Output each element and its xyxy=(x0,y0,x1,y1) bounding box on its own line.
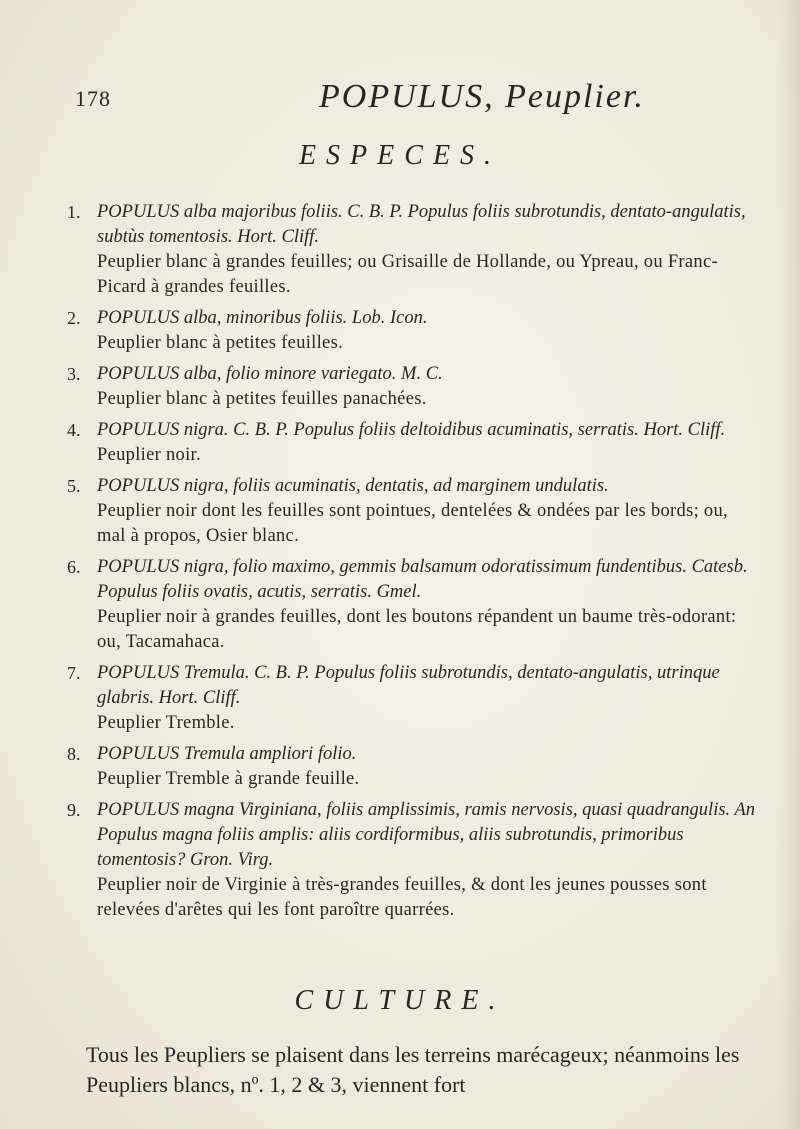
species-list xyxy=(67,200,757,929)
page-number: 178 xyxy=(75,86,111,111)
entry-number: 9. xyxy=(67,800,81,820)
latin-name: POPULUS alba, minoribus foliis. Lob. Icon. xyxy=(97,308,428,328)
entry-number: 8. xyxy=(67,744,81,764)
entry-number: 4. xyxy=(67,420,81,440)
latin-name: POPULUS nigra, foliis acuminatis, dentatis, ad marginem undulatis. xyxy=(97,476,609,496)
species-entry xyxy=(67,418,757,468)
species-entry xyxy=(67,555,757,655)
latin-name: POPULUS nigra. C. B. P. Populus foliis deltoidibus acuminatis, serratis. Hort. Cliff. xyxy=(97,420,726,440)
section-title-especes: ESPECES. xyxy=(298,140,502,171)
french-name: Peuplier noir dont les feuilles sont pointues, dentelées & ondées par les bords; ou, mal à propos, Osier blanc. xyxy=(97,501,728,546)
entry-number: 5. xyxy=(67,476,81,496)
entry-number: 3. xyxy=(67,364,81,384)
species-entry xyxy=(67,306,757,356)
running-title: POPULUS, Peuplier. xyxy=(319,78,645,115)
culture-paragraph: Tous les Peupliers se plaisent dans les terreins marécageux; néanmoins les Peupliers blancs, nº. 1, 2 & 3, viennent fort xyxy=(86,1042,740,1097)
species-entry xyxy=(67,474,757,549)
species-entry xyxy=(67,362,757,412)
latin-name: POPULUS nigra, folio maximo, gemmis balsamum odoratissimum fundentibus. Catesb. Populus foliis ovatis, acutis, serratis. Gmel. xyxy=(97,557,748,602)
entry-number: 1. xyxy=(67,202,81,222)
latin-name: POPULUS alba, folio minore variegato. M. C. xyxy=(97,364,443,384)
french-name: Peuplier blanc à petites feuilles panachées. xyxy=(97,389,427,409)
species-entry xyxy=(67,742,757,792)
page-header xyxy=(75,78,740,122)
entry-number: 7. xyxy=(67,663,81,683)
french-name: Peuplier blanc à grandes feuilles; ou Grisaille de Hollande, ou Ypreau, ou Franc-Picard à grandes feuilles. xyxy=(97,252,718,297)
french-name: Peuplier Tremble à grande feuille. xyxy=(97,769,360,789)
latin-name: POPULUS Tremula. C. B. P. Populus foliis subrotundis, dentato-angulatis, utrinque glabris. Hort. Cliff. xyxy=(97,663,720,708)
latin-name: POPULUS alba majoribus foliis. C. B. P. Populus foliis subrotundis, dentato-angulatis, subtùs tomentosis. Hort. Cliff. xyxy=(97,202,746,247)
species-entry xyxy=(67,798,757,923)
french-name: Peuplier noir à grandes feuilles, dont les boutons répandent un baume très-odorant: ou, Tacamahaca. xyxy=(97,607,737,652)
entry-number: 2. xyxy=(67,308,81,328)
latin-name: POPULUS magna Virginiana, foliis amplissimis, ramis nervosis, quasi quadrangulis. An Populus magna foliis amplis: aliis cordiformibus, aliis subrotundis, primoribus tomentosis? Gron. Virg. xyxy=(97,800,755,870)
french-name: Peuplier Tremble. xyxy=(97,713,235,733)
french-name: Peuplier noir. xyxy=(97,445,201,465)
french-name: Peuplier noir de Virginie à très-grandes feuilles, & dont les jeunes pousses sont relevées d'arêtes qui les font paroître quarrées. xyxy=(97,875,707,920)
section-title-culture: CULTURE. xyxy=(294,985,506,1016)
french-name: Peuplier blanc à petites feuilles. xyxy=(97,333,343,353)
species-entry xyxy=(67,200,757,300)
species-entry xyxy=(67,661,757,736)
latin-name: POPULUS Tremula ampliori folio. xyxy=(97,744,357,764)
entry-number: 6. xyxy=(67,557,81,577)
